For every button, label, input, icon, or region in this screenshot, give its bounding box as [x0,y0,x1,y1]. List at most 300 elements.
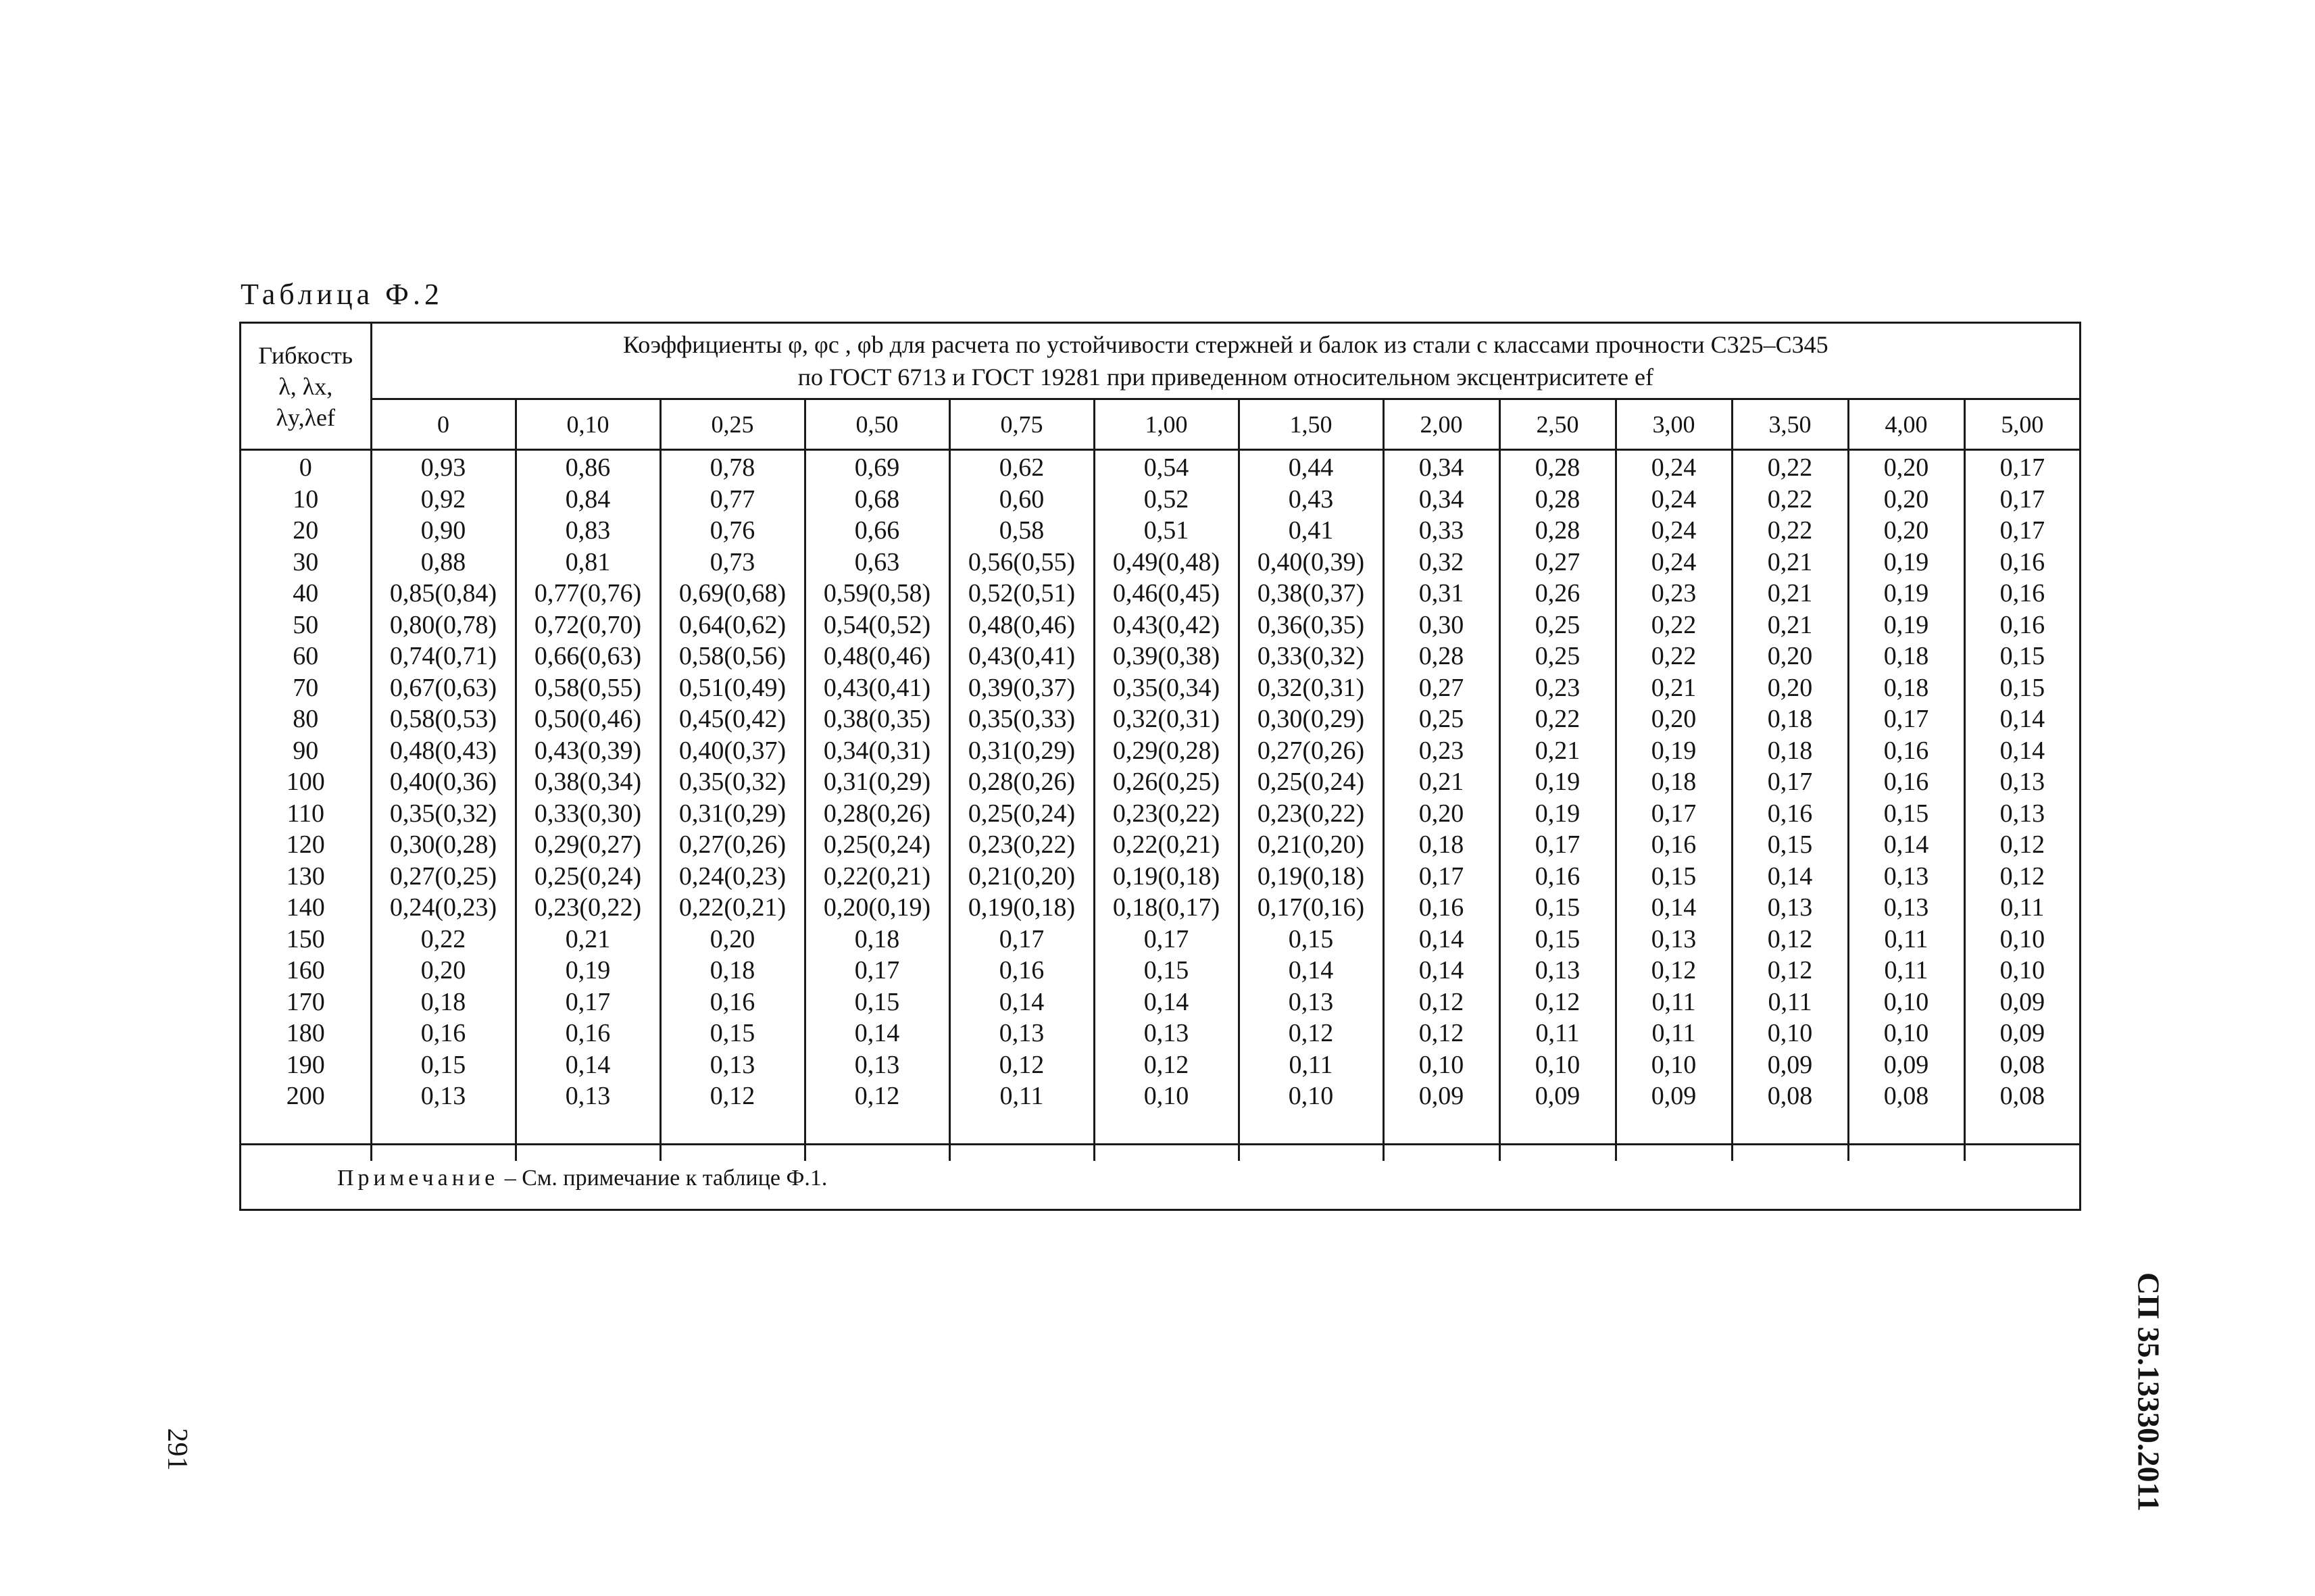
coefficient-cell: 0,20 [1732,641,1848,672]
coefficient-cell: 0,30 [1383,609,1499,641]
coefficient-cell: 0,30(0,28) [371,829,516,861]
document-code: СП 35.13330.2011 [2131,1272,2166,1512]
coefficient-cell: 0,23 [1499,672,1616,704]
coefficient-cell: 0,88 [371,547,516,578]
coefficient-cell: 0,33 [1383,515,1499,547]
table-row [241,829,2079,861]
coefficient-cell: 0,08 [1848,1080,1964,1112]
eccentricity-header-cell: 0,10 [516,399,660,450]
coefficient-cell: 0,43(0,41) [949,641,1094,672]
coefficient-cell: 0,43(0,42) [1094,609,1239,641]
coefficient-cell: 0,20 [1848,450,1964,484]
coefficient-cell: 0,66(0,63) [516,641,660,672]
coefficient-cell: 0,13 [1999,799,2045,828]
coefficient-cell: 0,34(0,31) [805,735,949,767]
slenderness-header [241,324,371,450]
coefficient-cell: 0,08 [1732,1080,1848,1112]
coefficient-cell: 0,48(0,43) [371,735,516,767]
coefficient-cell: 0,23(0,22) [1239,798,1383,830]
coefficient-cell: 0,29(0,28) [1094,735,1239,767]
coefficient-table [241,324,2079,1161]
coefficient-cell: 0,11 [949,1080,1094,1112]
coefficient-cell: 0,15 [1094,955,1239,987]
coefficient-cell: 0,40(0,36) [371,766,516,798]
eccentricity-header-cell: 2,00 [1383,399,1499,450]
coefficient-cell: 0,32(0,31) [1094,703,1239,735]
coefficient-cell: 0,13 [660,1049,805,1081]
coefficient-cell: 0,69 [805,450,949,484]
coefficient-cell: 0,15 [1239,924,1383,955]
coefficient-cell: 0,27(0,25) [371,861,516,893]
coefficient-cell: 0,16 [1999,547,2045,576]
coefficient-cell: 0,19 [1848,547,1964,578]
coefficient-cell: 0,35(0,32) [371,798,516,830]
coefficient-cell: 0,26(0,25) [1094,766,1239,798]
coefficient-cell: 0,27 [1383,672,1499,704]
slenderness-cell: 80 [241,703,371,735]
coefficient-cell: 0,22 [1616,609,1732,641]
coefficient-cell: 0,17(0,16) [1239,892,1383,924]
coefficient-cell: 0,13 [1999,768,2045,796]
coefficient-cell: 0,22 [1732,515,1848,547]
coefficient-cell: 0,21 [1732,547,1848,578]
coefficient-cell: 0,14 [1383,924,1499,955]
coefficient-cell: 0,14 [1616,892,1732,924]
coefficient-cell: 0,19 [1848,609,1964,641]
coefficient-cell: 0,10 [1999,956,2045,984]
coefficient-cell: 0,16 [1999,610,2045,639]
coefficient-cell: 0,25(0,24) [1239,766,1383,798]
coefficient-cell: 0,14 [1732,861,1848,893]
coefficient-cell: 0,23 [1383,735,1499,767]
coefficient-cell: 0,60 [949,484,1094,516]
coefficient-cell: 0,45(0,42) [660,703,805,735]
coefficient-cell: 0,58(0,53) [371,703,516,735]
coefficient-cell: 0,28(0,26) [805,798,949,830]
coefficient-cell: 0,15 [1999,642,2045,670]
coefficient-cell: 0,28 [1499,484,1616,516]
coefficient-cell: 0,10 [1383,1049,1499,1081]
coefficient-cell: 0,15 [1499,924,1616,955]
coefficient-cell: 0,12 [949,1049,1094,1081]
coefficient-cell: 0,19 [1616,735,1732,767]
coefficient-cell: 0,24(0,23) [660,861,805,893]
coefficient-cell: 0,90 [371,515,516,547]
coefficient-cell: 0,16 [1732,798,1848,830]
coefficient-cell: 0,18 [805,924,949,955]
coefficient-cell: 0,15 [1732,829,1848,861]
table-row [241,861,2079,893]
coefficient-cell: 0,16 [1848,735,1964,767]
coefficient-cell: 0,09 [1999,1019,2045,1047]
coefficient-cell: 0,17 [1094,924,1239,955]
slenderness-cell: 0 [241,450,371,484]
table-row [241,515,2079,547]
table-row [241,1018,2079,1049]
coefficient-cell: 0,13 [1094,1018,1239,1049]
table-body [241,450,2079,1161]
slenderness-header-line: λy,λef [276,403,336,431]
table-row [241,609,2079,641]
coefficient-cell: 0,83 [516,515,660,547]
coefficient-cell: 0,11 [1732,987,1848,1018]
coefficient-cell: 0,13 [1732,892,1848,924]
coefficient-cell: 0,66 [805,515,949,547]
table-row [241,703,2079,735]
coefficient-cell: 0,12 [660,1080,805,1112]
coefficient-cell: 0,14 [1383,955,1499,987]
coefficient-cell: 0,13 [1616,924,1732,955]
coefficient-cell: 0,17 [1383,861,1499,893]
coefficient-cell: 0,09 [1383,1080,1499,1112]
coefficient-cell: 0,18 [371,987,516,1018]
table-row [241,672,2079,704]
coefficient-cell: 0,20 [1616,703,1732,735]
coefficient-cell: 0,12 [1239,1018,1383,1049]
coefficient-cell: 0,24 [1616,547,1732,578]
coefficient-cell: 0,13 [805,1049,949,1081]
slenderness-header-line: Гибкость [258,341,353,369]
coefficient-cell: 0,16 [949,955,1094,987]
table-row [241,547,2079,578]
coefficient-cell: 0,27 [1499,547,1616,578]
note-text: – См. примечание к таблице Ф.1. [499,1166,828,1191]
coefficient-cell: 0,16 [1848,766,1964,798]
coefficient-cell: 0,18 [1732,735,1848,767]
coefficient-cell: 0,22(0,21) [660,892,805,924]
coefficient-cell: 0,52 [1094,484,1239,516]
coefficient-cell: 0,13 [949,1018,1094,1049]
coefficient-cell: 0,17 [1499,829,1616,861]
table-row [241,735,2079,767]
coefficient-cell: 0,15 [1999,673,2045,702]
coefficient-cell: 0,62 [949,450,1094,484]
coefficient-cell: 0,43 [1239,484,1383,516]
coefficients-header [371,324,2079,399]
coefficient-cell: 0,18 [1848,672,1964,704]
coefficient-cell: 0,27(0,26) [660,829,805,861]
coefficient-cell: 0,51 [1094,515,1239,547]
table-row [241,798,2079,830]
eccentricity-header-cell: 1,50 [1239,399,1383,450]
table-row [241,450,2079,484]
coefficient-cell: 0,74(0,71) [371,641,516,672]
coefficient-cell: 0,19 [1499,766,1616,798]
coefficient-cell: 0,72(0,70) [516,609,660,641]
coefficient-cell: 0,80(0,78) [371,609,516,641]
coefficient-cell: 0,14 [1094,987,1239,1018]
slenderness-cell: 170 [241,987,371,1018]
coefficient-cell: 0,92 [371,484,516,516]
coefficient-cell: 0,10 [1499,1049,1616,1081]
coefficient-cell: 0,18(0,17) [1094,892,1239,924]
table-row [241,987,2079,1018]
coefficient-cell: 0,11 [1616,987,1732,1018]
coefficient-cell: 0,35(0,32) [660,766,805,798]
coefficient-cell: 0,16 [1383,892,1499,924]
slenderness-cell: 100 [241,766,371,798]
table-row [241,484,2079,516]
coefficient-cell: 0,12 [805,1080,949,1112]
coefficient-cell: 0,28 [1499,515,1616,547]
coefficient-cell: 0,20 [371,955,516,987]
slenderness-cell: 110 [241,798,371,830]
coefficient-cell: 0,32(0,31) [1239,672,1383,704]
coefficient-cell: 0,13 [1239,987,1383,1018]
slenderness-cell: 10 [241,484,371,516]
coefficient-cell: 0,10 [1848,1018,1964,1049]
coefficient-cell: 0,20 [1848,484,1964,516]
eccentricity-header-cell: 1,00 [1094,399,1239,450]
slenderness-cell: 120 [241,829,371,861]
coefficient-cell: 0,48(0,46) [805,641,949,672]
coefficient-cell: 0,40(0,37) [660,735,805,767]
table-row [241,1049,2079,1081]
slenderness-cell: 60 [241,641,371,672]
coefficient-cell: 0,08 [1999,1082,2045,1110]
eccentricity-header-cell: 0 [371,399,516,450]
coefficient-cell: 0,93 [371,450,516,484]
coefficient-cell: 0,77 [660,484,805,516]
coefficient-cell: 0,25 [1499,641,1616,672]
coefficient-cell: 0,11 [1616,1018,1732,1049]
coefficient-cell: 0,39(0,38) [1094,641,1239,672]
slenderness-cell: 180 [241,1018,371,1049]
coefficient-cell: 0,22 [371,924,516,955]
coefficient-cell: 0,17 [1732,766,1848,798]
coefficient-cell: 0,21(0,20) [1239,829,1383,861]
coefficient-cell: 0,77(0,76) [516,578,660,609]
coefficient-cell: 0,12 [1383,987,1499,1018]
coefficient-cell: 0,13 [516,1080,660,1112]
coefficient-cell: 0,29(0,27) [516,829,660,861]
coefficient-cell: 0,12 [1732,924,1848,955]
eccentricity-header-row [241,399,2079,450]
coefficient-cell: 0,18 [1732,703,1848,735]
coefficient-cell: 0,78 [660,450,805,484]
coefficient-cell: 0,17 [1999,484,2045,514]
coefficient-cell: 0,38(0,34) [516,766,660,798]
coefficient-cell: 0,16 [1499,861,1616,893]
coefficient-cell: 0,11 [1848,924,1964,955]
coefficient-cell: 0,28(0,26) [949,766,1094,798]
coefficient-cell: 0,10 [1616,1049,1732,1081]
coefficient-cell: 0,44 [1239,450,1383,484]
slenderness-cell: 30 [241,547,371,578]
coefficient-cell: 0,21 [1383,766,1499,798]
slenderness-cell: 40 [241,578,371,609]
table-row [241,766,2079,798]
coefficients-header-line: по ГОСТ 6713 и ГОСТ 19281 при приведенном относительном эксцентриситете ef [797,364,1653,391]
coefficient-cell: 0,22 [1616,641,1732,672]
eccentricity-header-cell: 2,50 [1499,399,1616,450]
eccentricity-header-cell: 3,00 [1616,399,1732,450]
coefficient-cell: 0,35(0,34) [1094,672,1239,704]
coefficient-cell: 0,12 [1094,1049,1239,1081]
coefficient-cell: 0,50(0,46) [516,703,660,735]
coefficient-cell: 0,46(0,45) [1094,578,1239,609]
coefficient-cell: 0,31 [1383,578,1499,609]
coefficient-cell: 0,18 [1848,641,1964,672]
table-row [241,892,2079,924]
coefficient-cell: 0,86 [516,450,660,484]
coefficient-cell: 0,19(0,18) [1239,861,1383,893]
slenderness-cell: 190 [241,1049,371,1081]
coefficient-cell: 0,73 [660,547,805,578]
coefficient-cell: 0,18 [1383,829,1499,861]
coefficient-cell: 0,14 [1239,955,1383,987]
coefficient-cell: 0,85(0,84) [371,578,516,609]
coefficient-cell: 0,08 [1999,1050,2045,1079]
coefficient-cell: 0,21(0,20) [949,861,1094,893]
coefficient-cell: 0,64(0,62) [660,609,805,641]
coefficient-cell: 0,48(0,46) [949,609,1094,641]
coefficient-cell: 0,12 [1499,987,1616,1018]
table-row [241,955,2079,987]
coefficient-cell: 0,16 [1616,829,1732,861]
coefficient-cell: 0,11 [1848,955,1964,987]
eccentricity-header-cell: 4,00 [1848,399,1964,450]
coefficient-cell: 0,21 [1732,578,1848,609]
coefficient-cell: 0,84 [516,484,660,516]
coefficient-cell: 0,81 [516,547,660,578]
coefficient-cell: 0,15 [660,1018,805,1049]
coefficient-cell: 0,19(0,18) [949,892,1094,924]
coefficient-cell: 0,56(0,55) [949,547,1094,578]
coefficient-cell: 0,09 [1616,1080,1732,1112]
coefficient-cell: 0,17 [1999,453,2045,482]
coefficient-cell: 0,33(0,30) [516,798,660,830]
coefficient-cell: 0,14 [949,987,1094,1018]
slenderness-cell: 90 [241,735,371,767]
coefficient-cell: 0,09 [1499,1080,1616,1112]
coefficient-cell: 0,12 [1732,955,1848,987]
coefficient-cell: 0,15 [371,1049,516,1081]
coefficient-cell: 0,43(0,39) [516,735,660,767]
coefficient-cell: 0,20 [660,924,805,955]
coefficient-cell: 0,49(0,48) [1094,547,1239,578]
coefficient-cell: 0,28 [1499,450,1616,484]
coefficient-cell: 0,12 [1999,830,2045,859]
coefficient-cell: 0,40(0,39) [1239,547,1383,578]
coefficient-cell: 0,22 [1732,450,1848,484]
coefficient-cell: 0,76 [660,515,805,547]
slenderness-cell: 50 [241,609,371,641]
coefficient-cell: 0,20 [1383,798,1499,830]
coefficient-cell: 0,26 [1499,578,1616,609]
coefficient-cell: 0,23(0,22) [516,892,660,924]
coefficient-cell: 0,17 [805,955,949,987]
coefficient-cell: 0,15 [1616,861,1732,893]
coefficient-cell: 0,18 [1616,766,1732,798]
table-caption: Таблица Ф.2 [241,278,443,311]
note-label: Примечание [337,1166,499,1191]
coefficient-cell: 0,17 [1848,703,1964,735]
coefficient-cell: 0,31(0,29) [805,766,949,798]
coefficient-cell: 0,54(0,52) [805,609,949,641]
eccentricity-header-cell: 5,00 [1964,399,2079,450]
eccentricity-header-cell: 0,75 [949,399,1094,450]
coefficient-cell: 0,10 [1732,1018,1848,1049]
coefficient-cell: 0,24 [1616,450,1732,484]
coefficient-cell: 0,11 [2000,893,2045,922]
coefficient-cell: 0,17 [949,924,1094,955]
coefficient-cell: 0,52(0,51) [949,578,1094,609]
eccentricity-header-cell: 3,50 [1732,399,1848,450]
coefficient-cell: 0,35(0,33) [949,703,1094,735]
coefficient-cell: 0,38(0,35) [805,703,949,735]
coefficient-cell: 0,59(0,58) [805,578,949,609]
coefficient-cell: 0,10 [1999,924,2045,953]
coefficient-cell: 0,16 [660,987,805,1018]
coefficient-cell: 0,25(0,24) [516,861,660,893]
coefficient-cell: 0,12 [1999,862,2045,891]
coefficient-cell: 0,63 [805,547,949,578]
table-note [241,1143,2079,1209]
coefficient-cell: 0,21 [1732,609,1848,641]
coefficient-cell: 0,14 [805,1018,949,1049]
coefficient-cell: 0,10 [1094,1080,1239,1112]
coefficient-cell: 0,11 [1499,1018,1616,1049]
coefficient-cell: 0,69(0,68) [660,578,805,609]
coefficient-cell: 0,13 [1499,955,1616,987]
coefficient-cell: 0,51(0,49) [660,672,805,704]
coefficient-cell: 0,19 [1848,578,1964,609]
coefficient-cell: 0,34 [1383,450,1499,484]
coefficient-cell: 0,33(0,32) [1239,641,1383,672]
coefficient-cell: 0,12 [1383,1018,1499,1049]
slenderness-cell: 20 [241,515,371,547]
slenderness-cell: 130 [241,861,371,893]
coefficient-cell: 0,54 [1094,450,1239,484]
coefficient-cell: 0,39(0,37) [949,672,1094,704]
coefficient-cell: 0,12 [1616,955,1732,987]
coefficient-cell: 0,58 [949,515,1094,547]
coefficient-cell: 0,19(0,18) [1094,861,1239,893]
coefficient-cell: 0,22(0,21) [805,861,949,893]
coefficient-cell: 0,27(0,26) [1239,735,1383,767]
slenderness-cell: 160 [241,955,371,987]
coefficient-cell: 0,20(0,19) [805,892,949,924]
coefficient-cell: 0,25(0,24) [949,798,1094,830]
coefficient-cell: 0,25 [1499,609,1616,641]
coefficient-cell: 0,14 [516,1049,660,1081]
coefficient-cell: 0,11 [1239,1049,1383,1081]
slenderness-cell: 150 [241,924,371,955]
coefficient-cell: 0,41 [1239,515,1383,547]
table-row [241,578,2079,609]
coefficient-cell: 0,58(0,56) [660,641,805,672]
coefficient-cell: 0,16 [371,1018,516,1049]
coefficient-cell: 0,09 [1848,1049,1964,1081]
coefficient-cell: 0,15 [1499,892,1616,924]
coefficient-cell: 0,28 [1383,641,1499,672]
slenderness-cell: 200 [241,1080,371,1112]
slenderness-header-line: λ, λx, [278,372,333,400]
coefficient-table-frame [239,322,2081,1211]
coefficient-cell: 0,13 [1848,861,1964,893]
coefficient-cell: 0,21 [1616,672,1732,704]
coefficient-cell: 0,58(0,55) [516,672,660,704]
coefficient-cell: 0,67(0,63) [371,672,516,704]
coefficient-cell: 0,30(0,29) [1239,703,1383,735]
coefficients-header-line: Коэффициенты φ, φc , φb для расчета по устойчивости стержней и балок из стали с классами прочности С325–С345 [622,331,1828,358]
coefficient-cell: 0,10 [1848,987,1964,1018]
table-row [241,1080,2079,1112]
coefficient-cell: 0,68 [805,484,949,516]
coefficient-cell: 0,17 [1616,798,1732,830]
coefficient-cell: 0,31(0,29) [660,798,805,830]
